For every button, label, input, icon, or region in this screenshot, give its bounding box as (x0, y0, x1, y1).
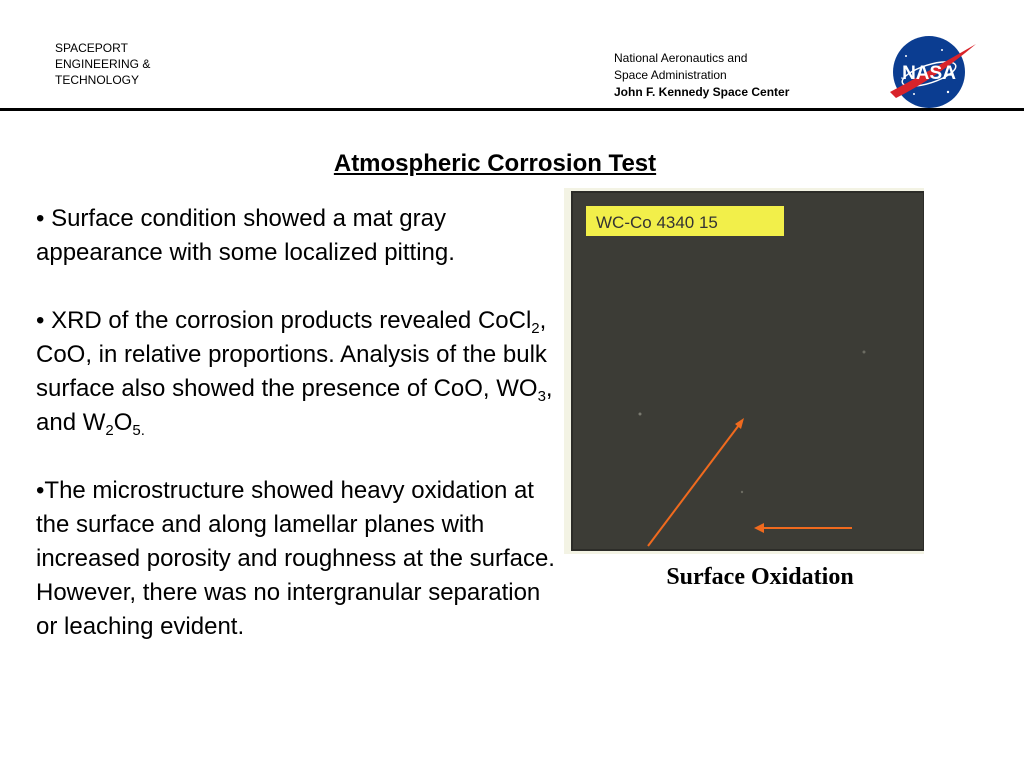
department-line: ENGINEERING & (55, 57, 151, 71)
center-name: John F. Kennedy Space Center (614, 85, 790, 99)
slide-title: Atmospheric Corrosion Test (333, 150, 657, 177)
department-line: TECHNOLOGY (55, 73, 140, 87)
sample-photo (564, 188, 924, 554)
agency-block (614, 50, 789, 101)
bullet-item: •The microstructure showed heavy oxidation at the surface and along lamellar planes with increased porosity and roughness at the surface. However, there was no intergranular separation or leaching evident. (36, 477, 555, 640)
department-line: SPACEPORT (55, 41, 128, 55)
bullet-item: • Surface condition showed a mat gray appearance with some localized pitting. (36, 205, 455, 266)
department-label (55, 40, 150, 88)
photo-caption: Surface Oxidation (666, 564, 854, 590)
header-rule (0, 108, 1024, 111)
agency-name-line1: National Aeronautics and (614, 51, 748, 65)
agency-name-line2: Space Administration (614, 68, 727, 82)
sample-label-text: WC-Co 4340 15 (596, 213, 718, 232)
bullet-list (36, 202, 556, 678)
nasa-logo-text: NASA (902, 63, 956, 84)
bullet-item: • XRD of the corrosion products revealed CoCl$_2$, CoO, in relative proportions. Analysis of the bulk surface also showed the presence of CoO, $WO_3$, and $W_2O_{5.}$ (36, 307, 553, 439)
nasa-logo-icon (884, 34, 978, 110)
sample-plate (572, 192, 924, 550)
